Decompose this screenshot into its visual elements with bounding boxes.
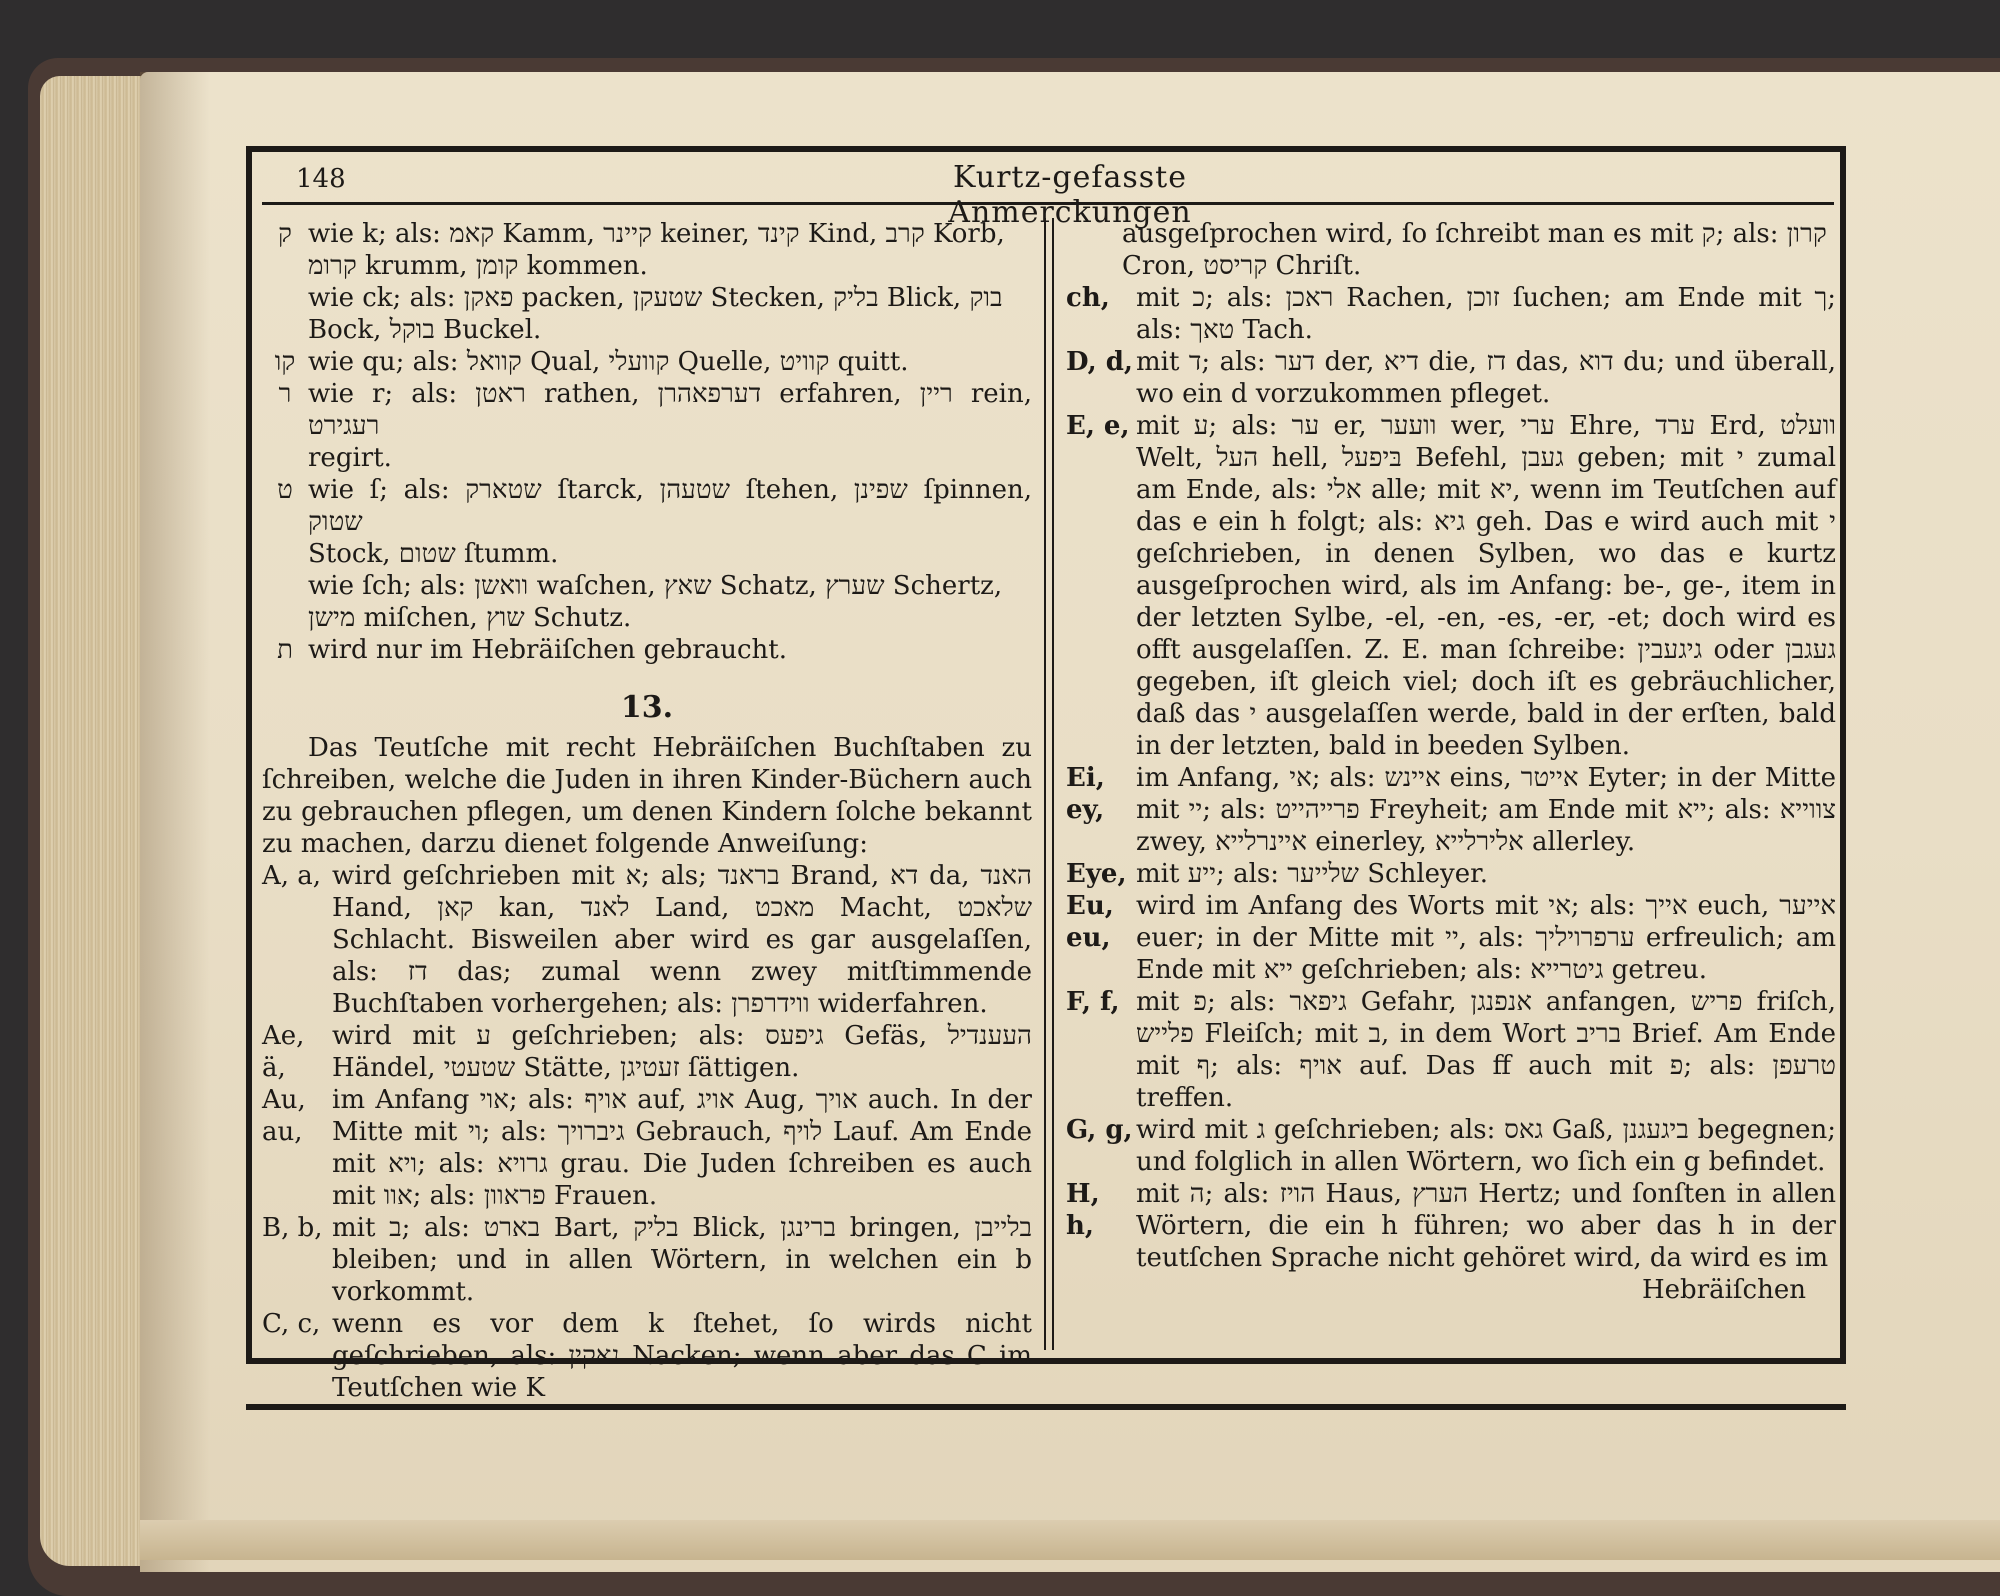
letter-row [262,218,1032,250]
column-divider [1044,218,1054,1350]
alphabet-entry [262,1308,1032,1404]
entry-text: mit פ; als: גיפאר Gefahr, אנפנגן anfangen, פריש friſch, פלייש Fleiſch; mit ב, in dem Wort בריב Brief. Am Ende mit ף; als: אויף auf. Das ff auch mit פ; als: טרעפן treffen. [1136,987,1837,1113]
page-number: 148 [296,164,346,194]
bottom-rule [246,1404,1846,1410]
hebrew-letter: ט [277,475,293,505]
running-title: Kurtz-gefasste Anmerckungen [948,160,1192,230]
catchword: Hebräiſchen [1641,1275,1806,1305]
letter-row [262,634,1032,666]
letter-row [262,378,1032,442]
letter-row [262,250,1032,282]
row-text: wie ſch; als: וואשן waſchen, שאץ Schatz, שערץ Schertz, [308,571,1003,601]
entry-letter: F, f, [1066,987,1120,1017]
row-text: wie ck; als: פאקן packen, שטעקן Stecken, בליק Blick, בוק [308,283,1003,313]
alphabet-entry [1066,762,1836,858]
letter-row [262,314,1032,346]
gutter-shadow [140,72,210,1572]
left-column [262,218,1032,1404]
section-intro: Das Teutſche mit recht Hebräiſchen Buchſtaben zu ſchreiben, welche die Juden in ihren Kinder-Büchern auch zu gebrauchen pflegen, um denen Kindern ſolche bekannt zu machen, darzu dienet folgende Anweiſung: [262,733,1032,859]
entry-text: wird mit ג geſchrieben; als: גאס Gaß, ביגעגנן begegnen; und folglich in allen Wörtern, wo ſich ein g befindet. [1136,1115,1836,1177]
letter-row [262,346,1032,378]
alphabet-entry [1066,1178,1836,1274]
letter-row [262,602,1032,634]
row-text: wie ſ; als: שטארק ſtarck, שטעהן ſtehen, שפינן ſpinnen, שטוק [308,475,1032,537]
entry-text: mit ייע; als: שלייער Schleyer. [1136,859,1488,889]
row-text: wie r; als: ראטן rathen, דערפאהרן erfahren, ריין rein, רעגירט [308,379,1032,441]
row-text: wird nur im Hebräiſchen gebraucht. [308,635,787,665]
right-column [1066,218,1836,1306]
entry-letter: E, e, [1066,411,1130,441]
letter-row [262,442,1032,474]
hebrew-letter: ק [278,219,292,249]
entry-text: im Anfang, אי; als: איינש eins, אייטר Eyter; in der Mitte mit יי; als: פרייהייט Freyheit; am Ende mit ייא; als: צווייא zwey, איינרלייא einerley, אלירלייא allerley. [1136,763,1836,857]
entry-text: wird geſchrieben mit א; als; בראנד Brand, דא da, האנד Hand, קאן kan, לאנד Land, מאכט Macht, שלאכט Schlacht. Bisweilen aber wird es gar ausgelaſſen, als: דז das; zumal wenn zwey mitſtimmende Buchſtaben vorhergehen; als: ווידרפרן widerfahren. [332,861,1033,1019]
page-edges [40,76,150,1566]
alphabet-entry [262,1020,1032,1084]
row-text: regirt. [308,443,392,473]
entry-letter: ch, [1066,283,1110,313]
entry-letter: Eu, eu, [1066,891,1114,953]
entry-text: mit ה; als: הויז Haus, הערץ Hertz; und ſonſten in allen Wörtern, die ein h führen; wo aber das h in der teutſchen Sprache nicht gehöret wird, da wird es im [1136,1179,1837,1273]
alphabet-entry [262,1212,1032,1308]
entry-text: mit ד; als: דער der, דיא die, דז das, דוא du; und überall, wo ein d vorzukommen pfleget. [1136,347,1836,409]
hebrew-letter: קו [274,347,296,377]
entry-text: wird mit ע geſchrieben; als: גיפעס Gefäs, העענדיל Händel, שטעטי Stätte, זעטיגן ſättigen. [332,1021,1033,1083]
alphabet-entry [1066,1114,1836,1178]
entry-letter: Ei, ey, [1066,763,1105,825]
entry-letter: A, a, [262,861,322,891]
entry-letter: G, g, [1066,1115,1133,1145]
continuation-line: Cron, קריסט Chriſt. [1122,251,1362,281]
entry-letter: Au, au, [262,1085,306,1147]
alphabet-entry [1066,986,1836,1114]
alphabet-entry [262,860,1032,1020]
letter-row [262,538,1032,570]
alphabet-entry [1066,858,1836,890]
entry-text: mit ב; als: בארט Bart, בליק Blick, ברינגן bringen, בלייבן bleiben; und in allen Wörtern, in welchen ein b vorkommt. [332,1213,1033,1307]
row-text: קרומ krumm, קומן kommen. [308,251,648,281]
entry-text: mit כ; als: ראכן Rachen, זוכן ſuchen; am Ende mit ך; als: טאך Tach. [1136,283,1837,345]
letter-row [262,474,1032,538]
entry-text: mit ע; als: ער er, וועער wer, ערי Ehre, ערד Erd, וועלט Welt, העל hell, בּיפעל Befehl, געבן geben; mit י zumal am Ende, als: אלי alle; mit יא, wenn im Teutſchen auf das e ein h folgt; als: גיא geh. Das e wird auch mit י geſchrieben, in denen Sylben, wo das e kurtz ausgeſprochen wird, als im Anfang: be-, ge-, item in der letzten Sylbe, -el, -en, -es, -er, -et; doch wird es offt ausgelaſſen. Z. E. man ſchreibe: גיגעבין oder געגבן gegeben, iſt gleich viel; doch iſt es gebräuchlicher, daß das י ausgelaſſen werde, bald in der erſten, bald in der letzten, bald in beeden Sylben. [1136,411,1837,761]
entry-letter: C, c, [262,1309,321,1339]
row-text: Bock, בוקל Buckel. [308,315,542,345]
page-bottom-edge [140,1520,2000,1560]
hebrew-letter: ת [277,635,293,665]
alphabet-entry [1066,410,1836,762]
alphabet-entry [1066,282,1836,346]
entry-letter: H, h, [1066,1179,1100,1241]
section-number: 13. [620,690,674,725]
hebrew-letter: ר [278,379,292,409]
row-text: wie k; als: קאמ Kamm, קיינר keiner, קינד Kind, קרב Korb, [308,219,1005,249]
entry-text: wird im Anfang des Worts mit אי; als: אייך euch, אייער euer; in der Mitte mit יי, als: ערפרויליך erfreulich; am Ende mit ייא geſchrieben; als: גיטרייא getreu. [1136,891,1837,985]
entry-letter: Ae, ä, [262,1021,305,1083]
row-text: wie qu; als: קוואל Qual, קוועלי Quelle, קוויט quitt. [308,347,909,377]
alphabet-entry [262,1084,1032,1212]
alphabet-entry [1066,890,1836,986]
entry-text: wenn es vor dem k ſtehet, ſo wirds nicht geſchrieben, als: נאקין Nacken; wenn aber das C im Teutſchen wie K [332,1309,1032,1403]
entry-text: im Anfang אוי; als: אויף auf, אויג Aug, אויך auch. In der Mitte mit וי; als: גיברויך Gebrauch, לויף Lauf. Am Ende mit ויא; als: גרויא grau. Die Juden ſchreiben es auch mit אוו; als: פראוון Frauen. [332,1085,1033,1211]
letter-row [262,282,1032,314]
entry-letter: Eye, [1066,859,1127,889]
alphabet-entry [1066,346,1836,410]
continuation-line: ausgeſprochen wird, ſo ſchreibt man es mit ק; als: קרון [1122,219,1827,249]
row-text: Stock, שטום ſtumm. [308,539,559,569]
entry-letter: B, b, [262,1213,323,1243]
letter-row [262,570,1032,602]
entry-letter: D, d, [1066,347,1133,377]
row-text: מישן miſchen, שוץ Schutz. [308,603,632,633]
